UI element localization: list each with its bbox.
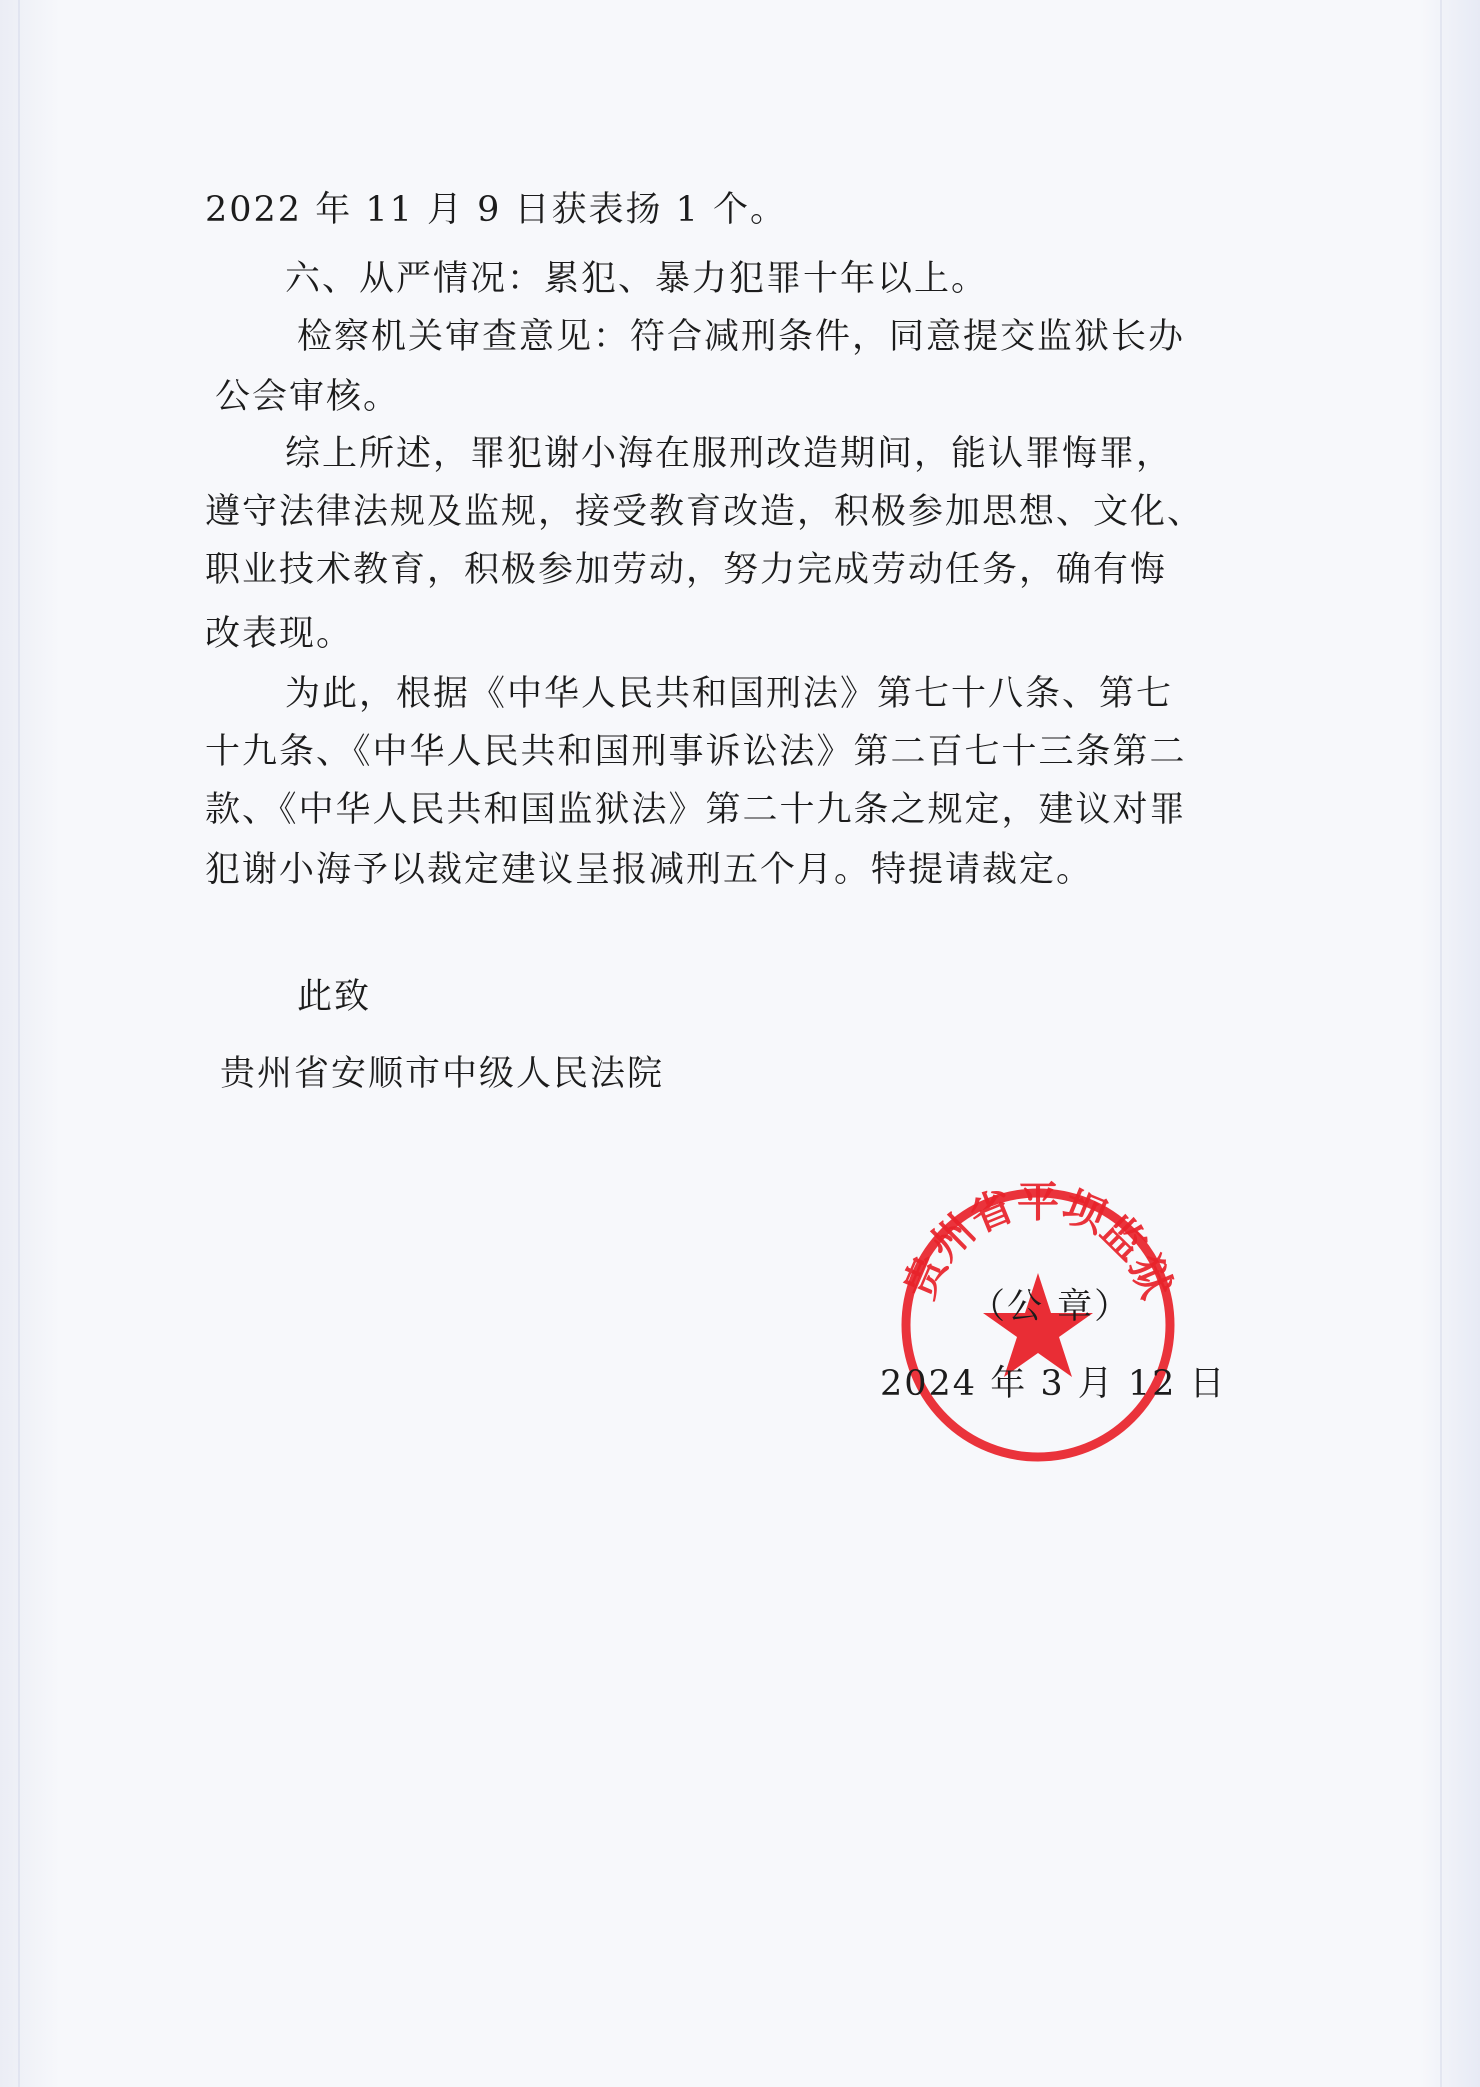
text-line-10: 十九条、《中华人民共和国刑事诉讼法》第二百七十三条第二 [205, 732, 1187, 772]
seal-text: 贵州省平坝监狱 [894, 1177, 1182, 1306]
text-line-7: 职业技术教育，积极参加劳动，努力完成劳动任务，确有悔 [205, 550, 1168, 590]
recipient: 贵州省安顺市中级人民法院 [220, 1054, 665, 1094]
text-line-12: 犯谢小海予以裁定建议呈报减刑五个月。特提请裁定。 [205, 850, 1094, 890]
text-line-5: 综上所述，罪犯谢小海在服刑改造期间，能认罪悔罪， [285, 434, 1174, 474]
seal-note: （公 章） [970, 1287, 1132, 1327]
text-line-3: 检察机关审查意见：符合减刑条件，同意提交监狱长办 [297, 317, 1186, 357]
text-line-6: 遵守法律法规及监规，接受教育改造，积极参加思想、文化、 [205, 492, 1205, 532]
document-date: 2024 年 3 月 12 日 [880, 1364, 1227, 1404]
text-line-2: 六、从严情况：累犯、暴力犯罪十年以上。 [285, 259, 989, 299]
text-line-4: 公会审核。 [215, 377, 401, 417]
text-line-1: 2022 年 11 月 9 日获表扬 1 个。 [205, 190, 788, 230]
text-line-9: 为此，根据《中华人民共和国刑法》第七十八条、第七 [285, 674, 1174, 714]
scan-edge [1440, 0, 1442, 2087]
text-line-11: 款、《中华人民共和国监狱法》第二十九条之规定，建议对罪 [205, 790, 1187, 830]
salutation: 此致 [297, 977, 372, 1017]
scan-edge [18, 0, 20, 2087]
text-line-8: 改表现。 [205, 614, 354, 654]
